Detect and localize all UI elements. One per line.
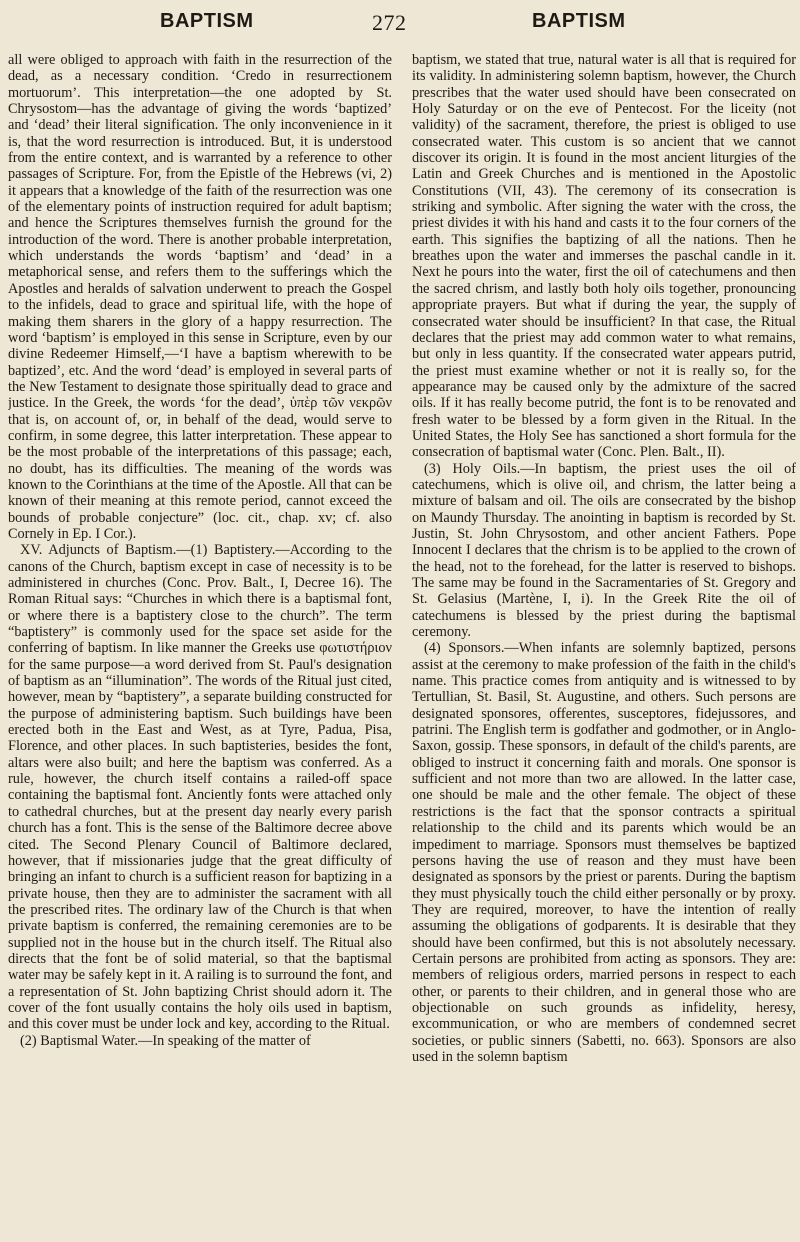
running-header	[0, 10, 800, 42]
page-number: 272	[372, 10, 407, 35]
paragraph: all were obliged to approach with faith in the resurrection of the dead, as a necessary condition. ‘Credo in resurrectionem mortuorum’. This interpretation—the one adopted by St. Chrysostom—has the advantage of giving the words ‘baptized’ and ‘dead’ their literal signification. The only inconvenience in it is, that the word resurrection is introduced. But, it is understood from the entire context, and is warranted by a reference to other passages of Scripture. For, from the Epistle of the Hebrews (vi, 2) it appears that a knowledge of the faith of the resurrection was one of the elementary points of instruction required for adult baptism; and hence the Scriptures themselves furnish the ground for the introduction of the word. There is another probable interpretation, which understands the words ‘baptism’ and ‘dead’ in a metaphorical sense, and refers them to the sufferings which the Apostles and heralds of salvation underwent to preach the Gospel to the infidels, dead to grace and spiritual life, with the hope of making them sharers in the glory of a happy resurrection. The word ‘baptism’ is employed in this sense in Scripture, even by our divine Redeemer Himself,—‘I have a baptism wherewith to be baptized’, etc. And the word ‘dead’ is employed in several parts of the New Testament to designate those spiritually dead to grace and justice. In the Greek, the words ‘for the dead’, ὑπὲρ τῶν νεκρῶν that is, on account of, or, in behalf of the dead, would serve to confirm, in some degree, this latter interpretation. These appear to be the most probable of the interpretations of this passage; each, no doubt, has its difficulties. The meaning of the words was known to the Corinthians at the time of the Apostle. All that can be known of their meaning at this remote period, cannot exceed the bounds of probable conjecture” (loc. cit., chap. xv; cf. also Cornely in Ep. I Cor.).	[8, 52, 392, 542]
left-column	[8, 52, 392, 1232]
paragraph-baptismal-water: (2) Baptismal Water.—In speaking of the matter of	[20, 1032, 311, 1049]
header-title-left: BAPTISM	[160, 10, 254, 32]
paragraph-sponsors: (4) Sponsors.—When infants are solemnly baptized, persons assist at the ceremony to make profession of the faith in the child's name. This practice comes from antiquity and is witnessed to by Tertullian, St. Basil, St. Augustine, and others. Such persons are designated sponsores, offerentes, susceptores, fidejussores, and patrini. The English term is godfather and godmother, or in Anglo-Saxon, gossip. These sponsors, in default of the child's parents, are obliged to instruct it concerning faith and morals. One sponsor is sufficient and not more than two are allowed. In the latter case, one should be male and the other female. The object of these restrictions is the fact that the sponsor contracts a spiritual relationship to the child and its parents which would be an impediment to marriage. Sponsors must themselves be baptized persons having the use of reason and they must have been designated as sponsors by the priest or parents. During the baptism they must physically touch the child either personally or by proxy. They are required, moreover, to have the intention of really assuming the obligations of godparents. It is desirable that they should have been confirmed, but this is not absolutely necessary. Certain persons are prohibited from acting as sponsors. They are: members of religious orders, married persons in respect to each other, or parents to their children, and in general those who are objectionable on such grounds as infidelity, heresy, excommunication, or who are members of condemned secret societies, or public sinners (Sabetti, no. 663). Sponsors are also used in the solemn baptism	[412, 640, 796, 1065]
paragraph-adjuncts-baptistery: XV. Adjuncts of Baptism.—(1) Baptistery.—According to the canons of the Church, baptism except in case of necessity is to be administered in churches (Conc. Prov. Balt., I, Decree 16). The Roman Ritual says: “Churches in which there is a baptismal font, or where there is a baptistery close to the church”. The term “baptistery” is commonly used for the space set aside for the conferring of baptism. In like manner the Greeks use φωτιστήριον for the same purpose—a word derived from St. Paul's designation of baptism as an “illumination”. The words of the Ritual just cited, however, mean by “baptistery”, a separate building constructed for the purpose of administering baptism. Such buildings have been erected both in the East and West, as at Tyre, Padua, Pisa, Florence, and other places. In such baptisteries, besides the font, altars were also built; and here the baptism was conferred. As a rule, however, the church itself contains a railed-off space containing the baptismal font. Anciently fonts were attached only to cathedral churches, but at the present day nearly every parish church has a font. This is the sense of the Baltimore decree above cited. The Second Plenary Council of Baltimore declared, however, that if missionaries judge that the great difficulty of bringing an infant to church is a sufficient reason for baptizing in a private house, then they are to administer the sacrament with all the prescribed rites. The ordinary law of the Church is that when private baptism is conferred, the remaining ceremonies are to be supplied not in the house but in the church itself. The Ritual also directs that the font be of solid material, so that the baptismal water may be safely kept in it. A railing is to surround the font, and a representation of St. John baptizing Christ should adorn it. The cover of the font usually contains the holy oils used in baptism, and this cover must be under lock and key, according to the Ritual.	[8, 542, 392, 1033]
header-title-right: BAPTISM	[532, 10, 626, 32]
right-column	[412, 52, 796, 1232]
paragraph-holy-oils: (3) Holy Oils.—In baptism, the priest uses the oil of catechumens, which is olive oil, and chrism, the latter being a mixture of balsam and oil. The oils are consecrated by the bishop on Maundy Thursday. The anointing in baptism is recorded by St. Justin, St. John Chrysostom, and other ancient Fathers. Pope Innocent I declares that the chrism is to be applied to the crown of the head, not to the forehead, for the latter is reserved to bishops. The same may be found in the Sacramentaries of St. Gregory and St. Gelasius (Martène, I, i). In the Greek Rite the oil of catechumens is blessed by the priest during the baptismal ceremony.	[412, 460, 796, 641]
paragraph: baptism, we stated that true, natural water is all that is required for its validity. In administering solemn baptism, however, the Church prescribes that the water used should have been consecrated on Holy Saturday or on the eve of Pentecost. For the liceity (not validity) of the sacrament, therefore, the priest is obliged to use consecrated water. This custom is so ancient that we cannot discover its origin. It is found in the most ancient liturgies of the Latin and Greek Churches and is mentioned in the Apostolic Constitutions (VII, 43). The ceremony of its consecration is striking and symbolic. After signing the water with the cross, the priest divides it with his hand and casts it to the four corners of the earth. This signifies the baptizing of all the nations. Then he breathes upon the water and immerses the paschal candle in it. Next he pours into the water, first the oil of catechumens and then the sacred chrism, and lastly both holy oils together, pronouncing appropriate prayers. But what if during the year, the supply of consecrated water should be insufficient? In that case, the Ritual declares that the priest may add common water to what remains, but only in less quantity. If the consecrated water appears putrid, the priest must examine whether or not it is really so, for the appearance may be caused only by the admixture of the sacred oils. If it has really become putrid, the font is to be renovated and fresh water to be blessed by a form given in the Ritual. In the United States, the Holy See has sanctioned a short formula for the consecration of baptismal water (Conc. Plen. Balt., II).	[412, 52, 796, 461]
